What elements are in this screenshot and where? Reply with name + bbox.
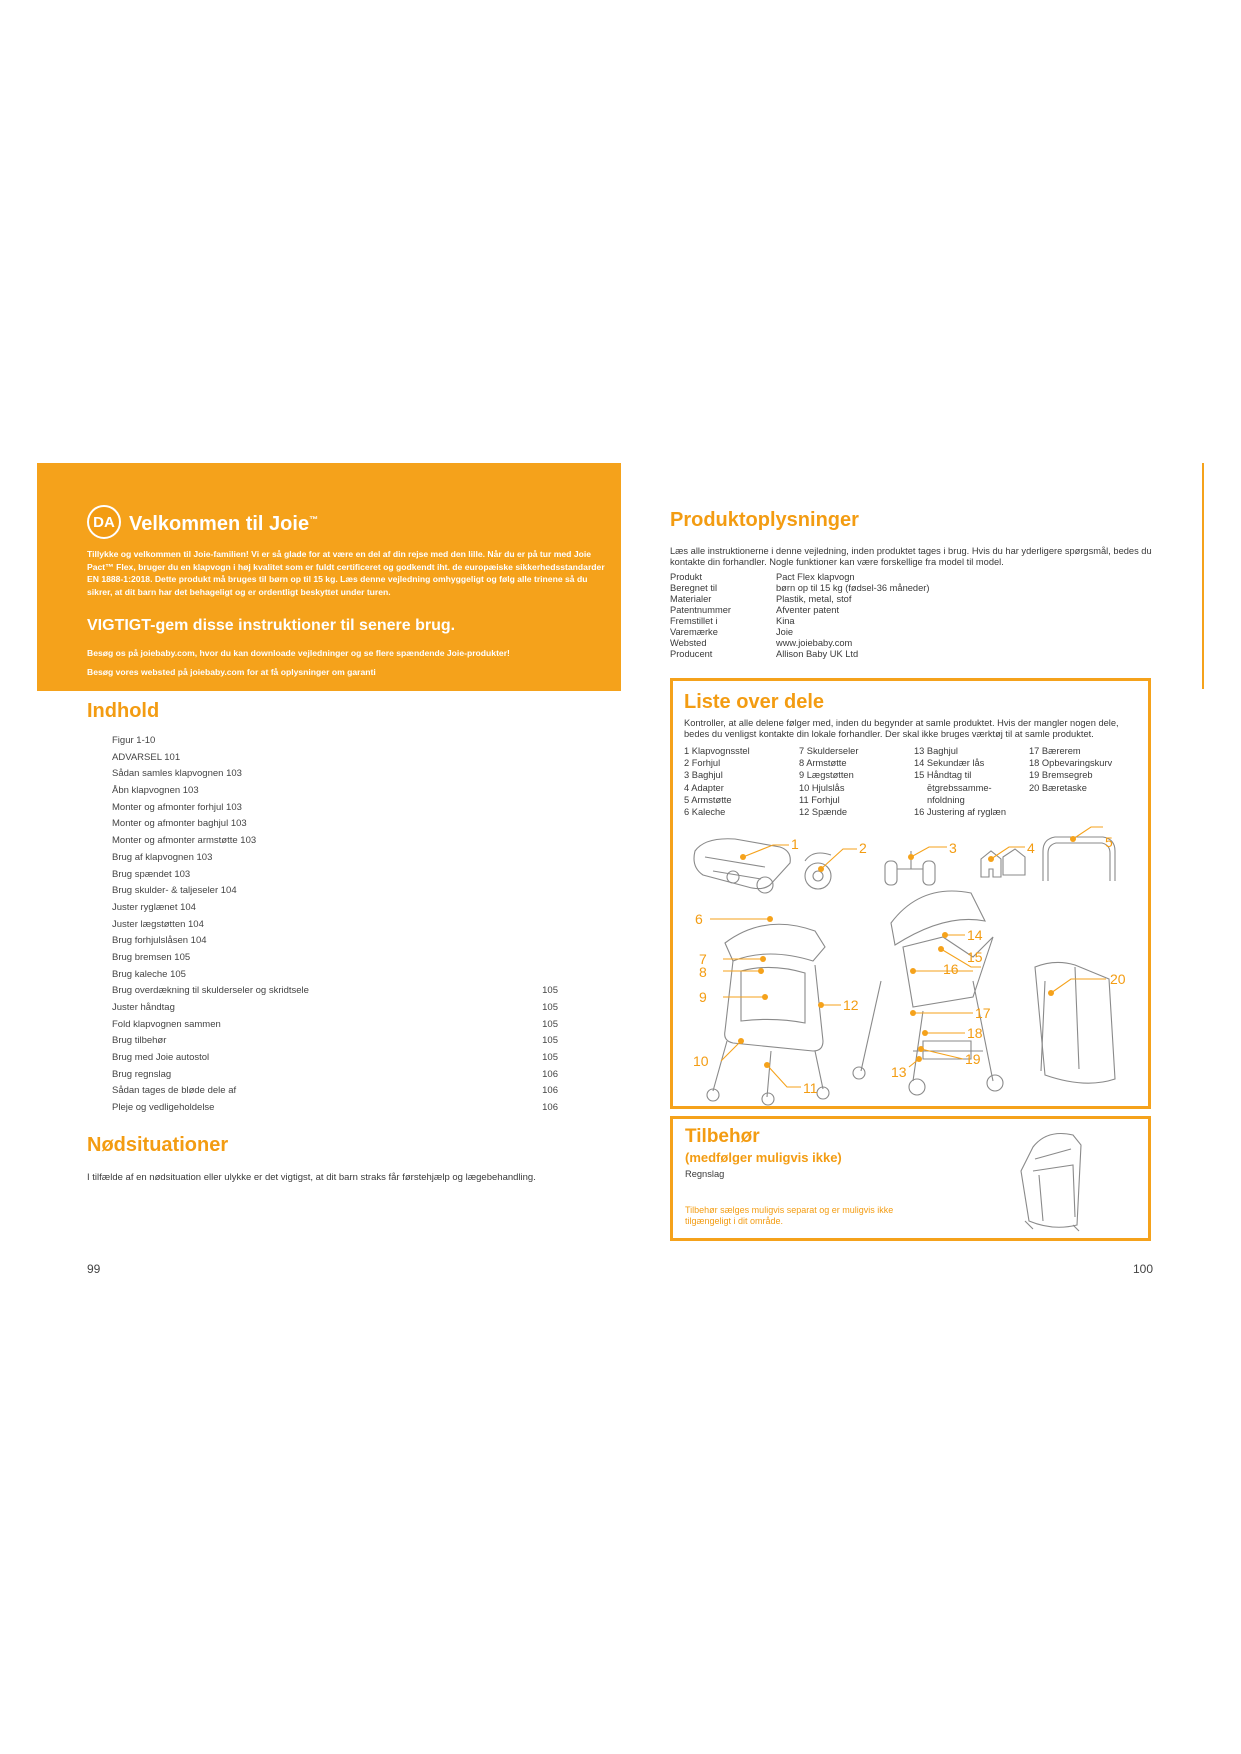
- toc-entry: [112, 816, 562, 833]
- callout-11: 11: [803, 1080, 818, 1096]
- info-key: Varemærke: [670, 627, 718, 637]
- info-key: Produkt: [670, 572, 703, 582]
- info-key: Materialer: [670, 594, 712, 604]
- accessories-note: Tilbehør sælges muligvis separat og er muligvis ikke tilgængeligt i dit område.: [685, 1205, 894, 1226]
- parts-title: Liste over dele: [684, 691, 825, 713]
- toc-entry-label: Pleje og vedligeholdelse: [112, 1102, 215, 1114]
- part-item: 8 Armstøtte: [799, 758, 847, 769]
- toc-entry: [112, 867, 562, 884]
- callout-19: 19: [965, 1051, 981, 1067]
- part-item: 17 Bærerem: [1029, 746, 1081, 756]
- info-value: Kina: [776, 616, 795, 626]
- toc-entry-label: Brug af klapvognen 103: [112, 851, 213, 863]
- toc-entry: [112, 1083, 562, 1100]
- callout-18: 18: [967, 1025, 983, 1041]
- toc-entry-label: Brug overdækning til skulderseler og skridtsele: [112, 985, 309, 997]
- toc-entry: [112, 933, 562, 950]
- info-row: [670, 572, 929, 583]
- toc-entry-page: 105: [542, 985, 558, 997]
- welcome-title: Velkommen til Joie™: [129, 513, 319, 535]
- info-value: Plastik, metal, stof: [776, 594, 852, 604]
- toc-entry: [112, 967, 562, 984]
- info-row: [670, 583, 929, 594]
- toc-entry-label: Brug tilbehør: [112, 1035, 167, 1047]
- toc-entry: [112, 1050, 562, 1067]
- parts-diagram: [673, 681, 1148, 1106]
- visit-website-text: Besøg os på joiebaby.com, hvor du kan downloade vejledninger og se flere spændende Joie-produkter!: [87, 648, 510, 658]
- toc-entry: [112, 917, 562, 934]
- info-row: [670, 605, 929, 616]
- toc-entry: [112, 800, 562, 817]
- toc-entry-page: 105: [542, 1035, 558, 1047]
- toc-entry: [112, 950, 562, 967]
- part-item: 4 Adapter: [684, 782, 724, 793]
- parts-list-box: [670, 678, 1151, 1109]
- raincover-illustration: [1013, 1125, 1093, 1235]
- info-key: Beregnet til: [670, 583, 718, 593]
- toc-entry: [112, 1000, 562, 1017]
- toc-entry-label: Monter og afmonter armstøtte 103: [112, 835, 257, 847]
- toc-entry-label: ADVARSEL 101: [112, 751, 181, 763]
- toc-entry: [112, 733, 562, 750]
- toc-entry-label: Brug bremsen 105: [112, 951, 191, 963]
- accessory-raincover-label: Regnslag: [685, 1169, 725, 1179]
- toc-entry-label: Åbn klapvognen 103: [112, 785, 199, 797]
- part-item: 1 Klapvognsstel: [684, 746, 750, 756]
- contents-title: Indhold: [87, 700, 160, 722]
- info-value: Pact Flex klapvogn: [776, 572, 855, 582]
- important-note: VIGTIGT-gem disse instruktioner til senere brug.: [87, 617, 456, 634]
- toc-entry: [112, 1033, 562, 1050]
- callout-13: 13: [891, 1064, 907, 1080]
- page-edge-rule: [1202, 463, 1204, 689]
- info-key: Patentnummer: [670, 605, 731, 615]
- part-item: nfoldning: [927, 794, 965, 805]
- callout-3: 3: [949, 840, 957, 856]
- toc-entry-page: 105: [542, 1052, 558, 1064]
- callout-8: 8: [699, 964, 707, 980]
- part-item: 20 Bæretaske: [1029, 782, 1087, 793]
- toc-entry-page: 106: [542, 1085, 558, 1097]
- toc-entry-label: Brug skulder- & taljeseler 104: [112, 885, 237, 897]
- info-key: Fremstillet i: [670, 616, 718, 626]
- toc-entry: [112, 833, 562, 850]
- callout-15: 15: [967, 949, 983, 965]
- product-info-lead: Læs alle instruktionerne i denne vejledning, inden produktet tages i brug. Hvis du har yderligere spørgsmål, bedes du kontakte din forhandler. Nogle funktioner kan være forskellige fra model til model.: [670, 546, 1152, 567]
- toc-entry: [112, 1100, 562, 1117]
- toc-entry-label: Juster ryglænet 104: [112, 901, 196, 913]
- part-item: 7 Skulderseler: [799, 746, 859, 756]
- callout-20: 20: [1110, 971, 1126, 987]
- page-number-right: 100: [1133, 1262, 1154, 1276]
- toc-entry-label: Monter og afmonter forhjul 103: [112, 801, 242, 813]
- callout-10: 10: [693, 1053, 709, 1069]
- emergency-text: I tilfælde af en nødsituation eller ulykke er det vigtigst, at dit barn straks får førstehjælp og lægebehandling.: [87, 1172, 536, 1183]
- info-value: børn op til 15 kg (fødsel-36 måneder): [776, 583, 930, 593]
- info-row: [670, 616, 929, 627]
- product-info-title: Produktoplysninger: [670, 509, 859, 531]
- part-item: 14 Sekundær lås: [914, 758, 985, 769]
- callout-17: 17: [975, 1005, 991, 1021]
- info-row: [670, 638, 929, 649]
- adapter-illustration: [981, 849, 1025, 877]
- part-item: 6 Kaleche: [684, 807, 726, 818]
- toc-entry-label: Figur 1-10: [112, 735, 156, 746]
- toc-entry-label: Juster håndtag: [112, 1002, 175, 1013]
- folded-frame-illustration: [694, 839, 790, 893]
- toc-entry-label: Sådan tages de bløde dele af: [112, 1085, 237, 1097]
- toc-entry: [112, 900, 562, 917]
- toc-entry-label: Brug med Joie autostol: [112, 1052, 210, 1064]
- part-item: 5 Armstøtte: [684, 794, 732, 805]
- toc-entry: [112, 783, 562, 800]
- toc-entry-label: Brug regnslag: [112, 1068, 172, 1080]
- info-key: Websted: [670, 638, 707, 648]
- warranty-website-text: Besøg vores websted på joiebaby.com for at få oplysninger om garanti: [87, 667, 376, 677]
- language-badge: DA: [87, 505, 121, 539]
- info-row: [670, 594, 929, 605]
- toc-entry-page: 105: [542, 1002, 558, 1013]
- toc-entry: [112, 850, 562, 867]
- part-item: 13 Baghjul: [914, 746, 958, 756]
- toc-entry-label: Monter og afmonter baghjul 103: [112, 818, 247, 830]
- stroller-front-illustration: [707, 924, 829, 1105]
- part-item: 9 Lægstøtten: [799, 770, 854, 781]
- welcome-intro: Tillykke og velkommen til Joie-familien! Vi er så glade for at være en del af din rejse med den lille. Når du er på tur med Joie Pact™ Flex, bruger du en klapvogn i høj kvalitet som er fuldt certificeret og godkendt iht. de europæiske sikkerhedsstandarder EN 1888-1:2018. Dette produkt må bruges til børn op til 15 kg. Læs denne vejledning omhyggeligt og følg alle trinene så du sikrer, at dit barn har det behageligt og er ordentligt beskyttet under turen.: [87, 549, 605, 597]
- info-value: Allison Baby UK Ltd: [776, 649, 859, 659]
- accessories-subtitle: (medfølger muligvis ikke): [685, 1150, 842, 1165]
- toc-entry-label: Brug spændet 103: [112, 868, 191, 880]
- toc-entry: [112, 1017, 562, 1034]
- callout-12: 12: [843, 997, 859, 1013]
- front-wheel-illustration: [805, 853, 831, 889]
- carry-bag-illustration: [1035, 962, 1115, 1083]
- part-item: 18 Opbevaringskurv: [1029, 758, 1113, 769]
- callout-6: 6: [695, 911, 703, 927]
- table-of-contents: [112, 733, 562, 1117]
- toc-entry: [112, 983, 562, 1000]
- toc-entry-label: Fold klapvognen sammen: [112, 1018, 221, 1030]
- toc-entry: [112, 883, 562, 900]
- callout-14: 14: [967, 927, 983, 943]
- part-item: 10 Hjulslås: [799, 782, 845, 793]
- part-item: 19 Bremsegreb: [1029, 770, 1093, 781]
- part-item: 3 Baghjul: [684, 770, 723, 781]
- toc-entry-page: 105: [542, 1018, 558, 1030]
- callout-2: 2: [859, 840, 867, 856]
- part-item: 11 Forhjul: [799, 794, 840, 805]
- callout-9: 9: [699, 989, 707, 1005]
- product-info-table: [670, 572, 929, 660]
- page-number-left: 99: [87, 1262, 101, 1276]
- toc-entry-label: Juster lægstøtten 104: [112, 918, 204, 930]
- part-item: 12 Spænde: [799, 807, 848, 818]
- part-item: 16 Justering af ryglæn: [914, 807, 1006, 818]
- toc-entry: [112, 750, 562, 767]
- toc-entry-label: Brug forhjulslåsen 104: [112, 935, 207, 947]
- toc-entry: [112, 1067, 562, 1084]
- welcome-banner: [37, 463, 621, 691]
- callout-1: 1: [791, 836, 799, 852]
- accessories-box: [670, 1116, 1151, 1241]
- toc-entry-label: Brug kaleche 105: [112, 968, 186, 980]
- toc-entry-page: 106: [542, 1102, 558, 1114]
- info-row: [670, 627, 929, 638]
- callout-5: 5: [1105, 834, 1113, 850]
- emergency-title: Nødsituationer: [87, 1134, 229, 1156]
- part-item: 15 Håndtag til: [914, 770, 972, 781]
- info-value: www.joiebaby.com: [776, 638, 853, 648]
- info-value: Afventer patent: [776, 605, 840, 615]
- parts-lead: Kontroller, at alle delene følger med, inden du begynder at samle produktet. Hvis der mangler nogen dele, bedes du venligst kontakte din lokale forhandler. Der skal ikke bruges værktøj til at samle produktet.: [684, 718, 1119, 739]
- info-value: Joie: [776, 627, 794, 637]
- toc-entry-label: Sådan samles klapvognen 103: [112, 768, 242, 780]
- info-row: [670, 649, 929, 660]
- accessories-title: Tilbehør: [685, 1126, 760, 1147]
- toc-entry: [112, 766, 562, 783]
- part-item: ētgrebssamme-: [927, 782, 992, 793]
- callout-4: 4: [1027, 840, 1035, 856]
- callout-16: 16: [943, 961, 959, 977]
- callout-7: 7: [699, 951, 707, 967]
- info-key: Producent: [670, 649, 713, 659]
- part-item: 2 Forhjul: [684, 758, 721, 769]
- toc-entry-page: 106: [542, 1068, 558, 1080]
